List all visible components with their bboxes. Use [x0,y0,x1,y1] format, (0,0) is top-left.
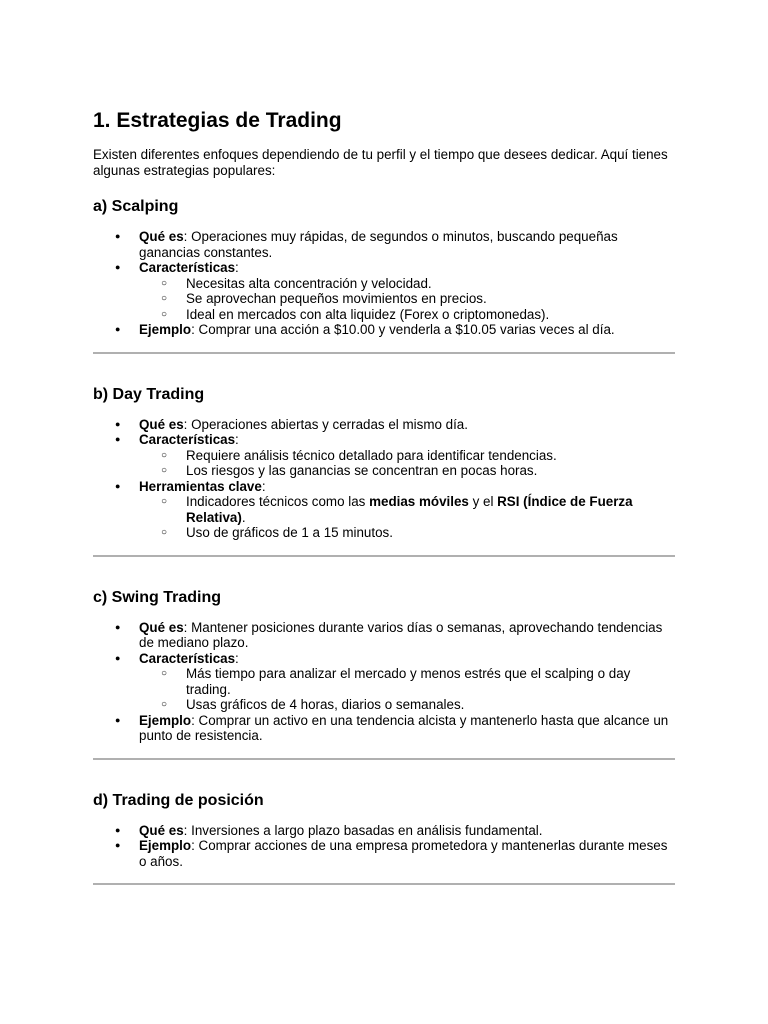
item-label: Ejemplo [139,712,192,728]
list-item [93,823,675,839]
sub-list-item: ○ Más tiempo para analizar el mercado y menos estrés que el scalping o day trading. [139,666,675,697]
section-trading-posicion [93,791,675,886]
page-title: 1. Estrategias de Trading [93,109,342,132]
item-emphasis: RSI (Índice de Fuerza Relativa) [186,494,633,525]
list-item [93,838,675,869]
section-divider [93,352,675,354]
list-item [93,260,675,322]
section-swing-trading [93,588,675,760]
item-text: : Inversiones a largo plazo basadas en análisis fundamental. [183,822,543,838]
item-text: : Mantener posiciones durante varios días o semanas, aprovechando tendencias de mediano plazo. [139,619,663,650]
item-label: Características [139,432,236,447]
sub-list-item: ○ Necesitas alta concentración y velocidad. [139,276,675,292]
sub-list-item: ○ Usas gráficos de 4 horas, diarios o semanales. [139,697,675,713]
intro-paragraph: Existen diferentes enfoques dependiendo de tu perfil y el tiempo que desees dedicar. Aquí tienes algunas estrategias populares: [93,147,668,178]
sub-list-item: ○ Se aprovechan pequeños movimientos en precios. [139,291,675,307]
list-item [93,432,675,479]
list-item [93,620,675,651]
list-item [93,651,675,713]
item-text: : Operaciones muy rápidas, de segundos o minutos, buscando pequeñas ganancias constantes. [139,229,618,260]
item-label: Qué es [139,229,184,244]
item-label: Qué es [139,416,184,432]
sub-list-item [139,494,675,525]
item-label: Qué es [139,822,184,838]
item-text: y el [468,494,498,509]
item-text: Indicadores técnicos como las [186,494,370,509]
item-text: : Comprar una acción a $10.00 y venderla a $10.05 varias veces al día. [191,322,615,337]
section-day-trading [93,385,675,557]
bullet-list [93,229,675,338]
item-text: : [235,432,239,447]
sub-list [92,666,675,713]
sub-list-item: ○ Uso de gráficos de 1 a 15 minutos. [139,525,675,541]
sub-list-item: ○ Los riesgos y las ganancias se concentran en pocas horas. [139,463,675,479]
item-label: Características [139,650,236,666]
item-label: Herramientas clave [139,478,262,494]
sub-list [92,494,675,541]
section-heading: d) Trading de posición [93,791,264,809]
sub-list [92,448,675,479]
item-text: : Operaciones abiertas y cerradas el mismo día. [183,416,468,432]
list-item [93,229,675,260]
sub-list-item: ○ Requiere análisis técnico detallado para identificar tendencias. [139,448,675,464]
item-text: . [241,509,246,525]
bullet-list [93,417,675,541]
sub-list [92,276,675,323]
item-label: Ejemplo [139,838,192,853]
list-item [93,479,675,541]
section-divider [93,883,675,885]
item-text: : [235,650,239,666]
item-text: : Comprar acciones de una empresa prometedora y mantenerlas durante meses o años. [139,838,668,869]
section-heading: b) Day Trading [93,385,205,403]
item-emphasis: medias móviles [369,494,469,509]
section-divider [93,555,675,557]
list-item [93,322,675,338]
item-label: Características [139,260,236,275]
list-item [93,417,675,433]
section-divider [93,758,675,760]
sub-list-item: ○ Ideal en mercados con alta liquidez (Forex o criptomonedas). [139,307,675,323]
item-label: Ejemplo [139,322,192,337]
item-text: : Comprar un activo en una tendencia alcista y mantenerlo hasta que alcance un punto de resistencia. [139,712,669,743]
section-heading: a) Scalping [93,198,179,215]
bullet-list [93,620,675,744]
list-item [93,713,675,744]
section-scalping [93,197,675,354]
item-label: Qué es [139,619,184,635]
section-heading: c) Swing Trading [93,588,222,606]
item-text: : [261,478,266,494]
item-text: : [235,260,239,275]
document-content [93,107,675,885]
bullet-list [93,823,675,870]
